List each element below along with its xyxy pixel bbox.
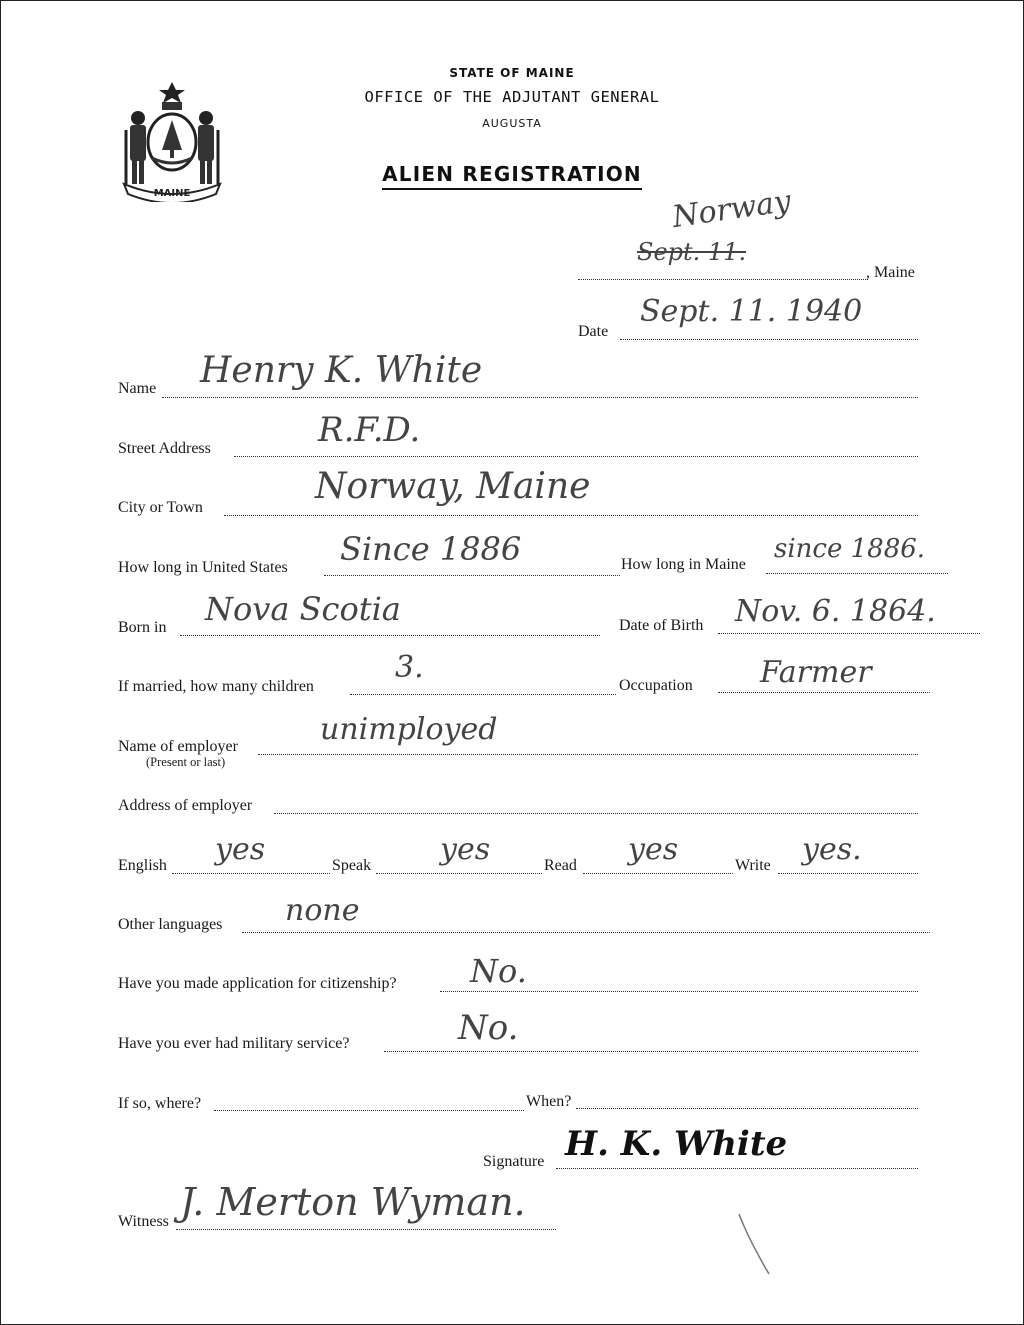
speak-value: yes [440,832,491,867]
signature-label: Signature [483,1153,545,1170]
employer-label: Name of employer [118,738,238,755]
employer-address-line [274,813,918,814]
how-long-us-value: Since 1886 [340,530,522,568]
date-label: Date [578,323,609,340]
signature-line [556,1168,918,1169]
children-line [350,694,616,695]
how-long-maine-label: How long in Maine [621,556,746,573]
children-label: If married, how many children [118,678,314,695]
where-label: If so, where? [118,1095,202,1112]
street-value: R.F.D. [318,410,421,450]
english-line [172,873,330,874]
english-label: English [118,857,167,874]
read-label: Read [544,857,577,874]
how-long-maine-value: since 1886. [774,534,926,564]
speak-line [376,873,542,874]
born-in-label: Born in [118,619,167,636]
occupation-label: Occupation [619,677,693,694]
city-label: City or Town [118,499,203,516]
citizenship-value: No. [470,952,527,990]
children-value: 3. [395,650,424,685]
occupation-line [718,692,930,693]
place-value: Norway [670,183,794,235]
pen-stroke-mark [735,1210,775,1280]
header-state: STATE OF MAINE [449,66,575,80]
signature-value: H. K. White [565,1124,788,1164]
english-value: yes [215,832,266,867]
date-value: Sept. 11. 1940 [640,294,863,329]
place-struck-value: Sept. 11. [637,238,747,266]
header-city: AUGUSTA [482,117,542,130]
place-line [578,279,868,280]
citizenship-label: Have you made application for citizenship? [118,975,397,992]
date-line [620,339,918,340]
how-long-us-line [324,575,620,576]
city-line [224,515,918,516]
witness-value: J. Merton Wyman. [180,1180,526,1224]
name-line [162,397,918,398]
born-in-value: Nova Scotia [205,590,401,628]
header-office: OFFICE OF THE ADJUTANT GENERAL [364,88,660,106]
write-line [778,873,918,874]
other-languages-label: Other languages [118,916,223,933]
name-label: Name [118,380,157,397]
city-value: Norway, Maine [315,466,591,507]
witness-line [176,1229,556,1230]
how-long-maine-line [766,573,948,574]
military-label: Have you ever had military service? [118,1035,350,1052]
seal-banner-text: MAINE [153,188,191,199]
dob-label: Date of Birth [619,617,704,634]
born-in-line [180,635,600,636]
employer-sublabel: (Present or last) [146,755,226,769]
speak-label: Speak [332,857,372,874]
employer-address-label: Address of employer [118,797,253,814]
write-value: yes. [802,832,862,867]
read-value: yes [628,832,679,867]
dob-value: Nov. 6. 1864. [735,594,936,629]
citizenship-line [440,991,918,992]
employer-value: unimployed [320,712,498,747]
when-label: When? [526,1093,572,1110]
occupation-value: Farmer [760,655,872,690]
place-maine-label: , Maine [866,264,915,281]
other-languages-value: none [285,893,360,928]
where-line [214,1110,524,1111]
street-line [234,456,918,457]
form-title-text: ALIEN REGISTRATION [382,162,642,190]
other-languages-line [242,932,930,933]
employer-line [258,754,918,755]
military-value: No. [458,1008,519,1048]
dob-line [718,633,980,634]
name-value: Henry K. White [200,350,483,391]
witness-label: Witness [118,1213,169,1230]
street-label: Street Address [118,440,211,457]
form-title [0,162,1024,186]
write-label: Write [735,857,771,874]
read-line [583,873,733,874]
when-line [576,1108,918,1109]
how-long-us-label: How long in United States [118,559,288,576]
military-line [384,1051,918,1052]
